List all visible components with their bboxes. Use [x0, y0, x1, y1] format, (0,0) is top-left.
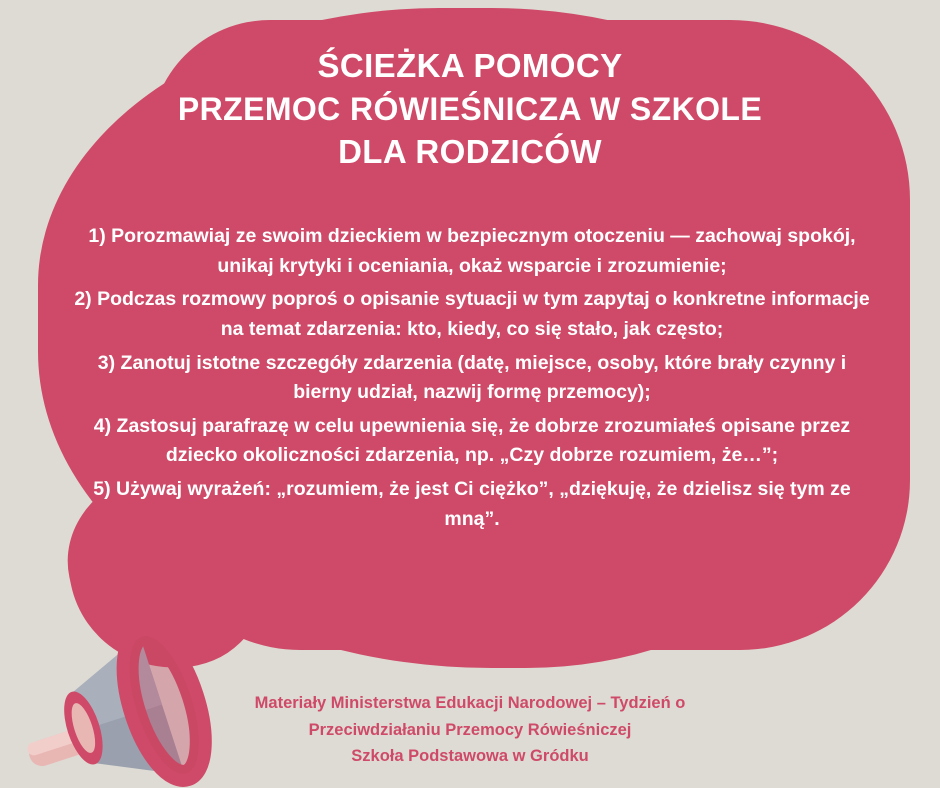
list-item: 4) Zastosuj parafrazę w celu upewnienia się, że dobrze zrozumiałeś opisane przez dziecko okoliczności zdarzenia, np. „Czy dobrze rozumiem, że…”; — [93, 414, 851, 467]
page-title — [90, 44, 850, 173]
footer-line-3: Szkoła Podstawowa w Gródku — [351, 747, 589, 766]
megaphone-icon — [10, 620, 240, 788]
list-item: 3) Zanotuj istotne szczegóły zdarzenia (datę, miejsce, osoby, które brały czynny i bierny udział, nazwij formę przemocy); — [97, 351, 847, 404]
title-line-3: DLA RODZICÓW — [338, 132, 602, 170]
footer-line-2: Przeciwdziałaniu Przemocy Rówieśniczej — [308, 720, 632, 739]
list-item: 1) Porozmawiaj ze swoim dzieckiem w bezpiecznym otoczeniu — zachowaj spokój, unikaj krytyki i oceniania, okaż wsparcie i zrozumienie; — [88, 225, 856, 277]
title-line-2: PRZEMOC RÓWIEŚNICZA W SZKOLE — [177, 90, 763, 127]
footer-line-1: Materiały Ministerstwa Edukacji Narodowej – Tydzień o — [254, 694, 686, 712]
list-item: 5) Używaj wyrażeń: „rozumiem, że jest Ci ciężko”, „dziękuję, że dzielisz się tym ze mną”. — [93, 478, 851, 530]
steps-list — [72, 222, 872, 538]
list-item: 2) Podczas rozmowy poproś o opisanie sytuacji w tym zapytaj o konkretne informacje na temat zdarzenia: kto, kiedy, co się stało, jak często; — [74, 288, 870, 340]
title-line-1: ŚCIEŻKA POMOCY — [317, 47, 623, 84]
